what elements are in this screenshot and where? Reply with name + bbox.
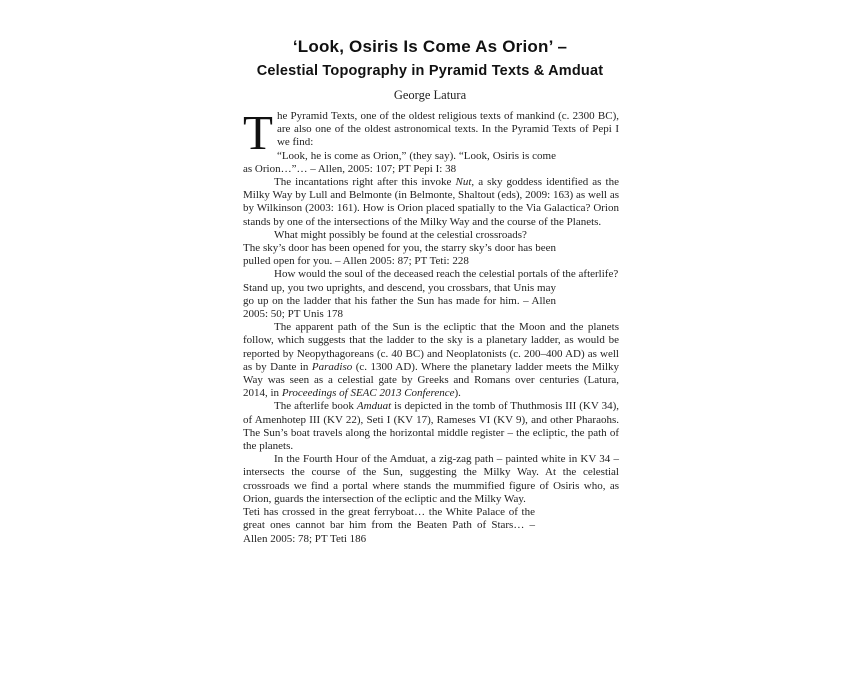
- title-line-2: Celestial Topography in Pyramid Texts & Amduat: [256, 63, 604, 79]
- nut-italic: Nut: [455, 176, 472, 189]
- article-body: [243, 105, 620, 546]
- paragraph-nut-text-b: , a sky goddess identified as the Milky Way by Lull and Belmonte (in Belmonte, Shaltout (eds), 2009: 163) as well as by Wilkinson (2003: 161). How is Orion placed spatially to the Via Galactica? Orion stands by one of the intersections of the Milky Way and the course of the Planets.: [243, 176, 619, 228]
- paragraph-ladder-text-b: (c. 1300 AD). Where the planetary ladder meets the Milky Way was seen as a celestial gate by Greeks and Romans over centuries (Latura, 2014, in: [243, 360, 620, 400]
- paradiso-italic: Paradiso: [311, 360, 353, 373]
- proceedings-italic: Proceedings of SEAC 2013 Conference: [281, 387, 455, 400]
- paragraph-soul: How would the soul of the deceased reach the celestial portals of the afterlife?: [274, 268, 619, 281]
- author: George Latura: [393, 88, 467, 102]
- quote-unis: Stand up, you two uprights, and descend, you crossbars, that Unis may go up on the ladder that his father the Sun has made for him. – Allen 2005: 50; PT Unis 178: [243, 281, 556, 321]
- paragraph-nut: [243, 176, 619, 229]
- paragraph-ladder-text-a: The apparent path of the Sun is the ecliptic that the Moon and the planets follow, which suggests that the ladder to the sky is a planetary ladder, as would be reported by Neopythagoreans (c. 40 BC) and Neoplatonists (c. 200–400 AD) as well as by Dante in: [243, 321, 619, 373]
- quote-teti-ferryboat: Teti has crossed in the great ferryboat… the White Palace of the great ones cannot bar him from the Beaten Path of Stars… – Allen 2005: 78; PT Teti 186: [243, 506, 535, 545]
- paragraph-fourth-hour: In the Fourth Hour of the Amduat, a zig-zag path – painted white in KV 34 – intersects the course of the Sun, suggesting the Milky Way. At the celestial crossroads we find a portal where stands the mummified figure of Osiris who, as Orion, guards the intersection of the ecliptic and the Milky Way.: [243, 453, 619, 505]
- amduat-italic: Amduat: [356, 400, 392, 413]
- quote-teti-door: The sky’s door has been opened for you, the starry sky’s door has been pulled open for you. – Allen 2005: 87; PT Teti: 228: [243, 242, 556, 268]
- paragraph-ladder: [243, 321, 619, 400]
- drop-cap: T: [243, 105, 273, 160]
- quote-pepi: “Look, he is come as Orion,” (they say). “Look, Osiris is come as Orion…”… – Allen, 2005: 107; PT Pepi I: 38: [243, 149, 556, 175]
- paragraph-nut-text-a: The incantations right after this invoke: [274, 176, 456, 189]
- paragraph-ladder-text-c: ).: [454, 387, 461, 400]
- paragraph-amduat-text-b: is depicted in the tomb of Thuthmosis III (KV 34), of Amenhotep III (KV 22), Seti I (KV 17), Rameses VI (KV 9), and other Pharaohs. The Sun’s boat travels along the horizontal middle register – the ecliptic, the path of the planets.: [243, 400, 619, 453]
- title-line-1: ‘Look, Osiris Is Come As Orion’ –: [292, 37, 568, 56]
- paragraph-amduat-text-a: The afterlife book: [274, 400, 357, 413]
- paragraph-amduat: [243, 400, 619, 453]
- paragraph-crossroads: What might possibly be found at the celestial crossroads?: [274, 228, 527, 241]
- paragraph-intro-text: he Pyramid Texts, one of the oldest religious texts of mankind (c. 2300 BC), are also one of the oldest astronomical texts. In the Pyramid Texts of Pepi I we find:: [276, 110, 619, 149]
- paragraph-intro: [243, 105, 619, 160]
